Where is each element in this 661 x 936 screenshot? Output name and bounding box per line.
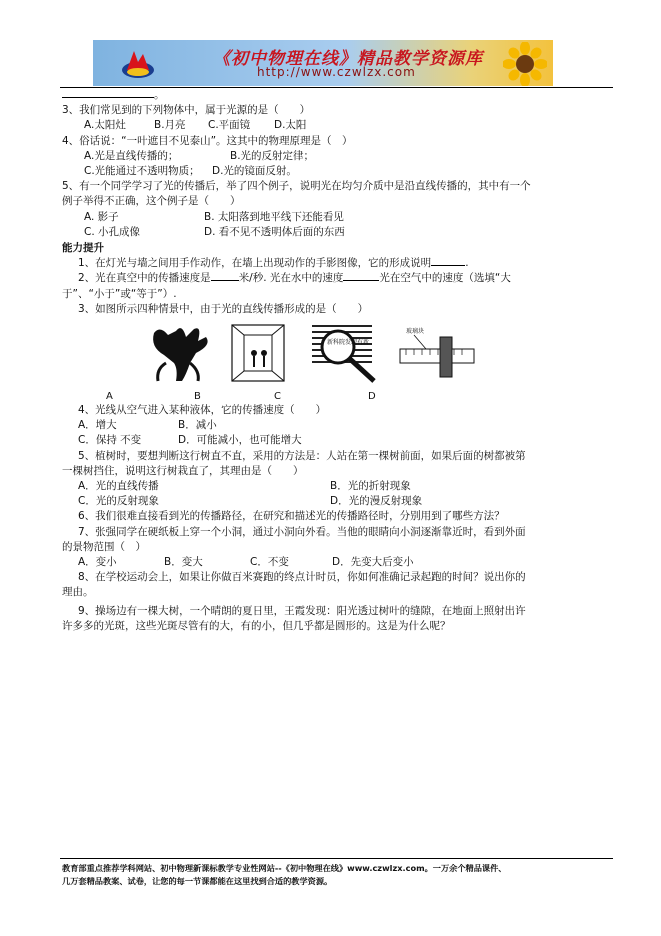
problem-5-line2: 一棵树挡住，说明这行树栽直了，其理由是（ ） bbox=[62, 464, 304, 477]
problem-1: 1、在灯光与墙之间用手作动作，在墙上出现动作的手影图像，它的形成说明 . bbox=[78, 257, 469, 270]
question-5-line1: 5、有一个同学学习了光的传播后，举了四个例子，说明光在均匀介质中是沿直线传播的，其中有一个 bbox=[62, 180, 531, 193]
banner-url[interactable]: http://www.czwlzx.com bbox=[257, 65, 416, 79]
figure-label-b: B bbox=[194, 391, 201, 403]
page-footer bbox=[62, 862, 622, 888]
problem-6: 6、我们很难直接看到光的传播路径，在研究和描述光的传播路径时，分别用到了哪些方法？ bbox=[78, 510, 505, 523]
problem-4: 4、光线从空气进入某种液体，它的传播速度（ ） bbox=[78, 404, 327, 417]
problem-8-line1: 8、在学校运动会上，如果让你做百米赛跑的终点计时员，你如何准确记录起跑的时间？说出你的 bbox=[78, 571, 526, 584]
problem-7-line1: 7、张强同学在硬纸板上穿一个小洞，通过小洞向外看。当他的眼睛向小洞逐渐靠近时，看到外面 bbox=[78, 525, 526, 538]
magnifier-text: 新科院发现有新 bbox=[327, 339, 370, 347]
problem-7-options: A．变小 B．变大 C．不变 D．先变大后变小 bbox=[78, 556, 414, 569]
problem-4-options-ab: A．增大 B．减小 bbox=[78, 419, 217, 432]
problem-5-options-ab: A．光的直线传播 B．光的折射现象 bbox=[78, 480, 411, 493]
question-4-options-ab: A.光是直线传播的； B.光的反射定律； bbox=[84, 149, 315, 162]
problem-3: 3、如图所示四种情景中，由于光的直线传播形成的是（ ） bbox=[78, 302, 369, 315]
question-5-line2: 例子举得不正确，这个例子是（ ） bbox=[62, 195, 241, 208]
question-5-options-ab: A. 影子 B. 太阳落到地平线下还能看见 bbox=[84, 210, 344, 223]
question-3: 3、我们常见到的下列物体中，属于光源的是（ ） bbox=[62, 104, 311, 117]
glass-block-label: 玻璃块 bbox=[406, 328, 425, 336]
question-4: 4、俗话说：“一叶遮目不见泰山”。这其中的物理原理是（ ） bbox=[62, 134, 353, 147]
sunflower-icon bbox=[503, 42, 547, 86]
problem-9-line2: 许多多的光斑，这些光斑尽管有的大，有的小，但几乎都是圆形的。这是为什么呢？ bbox=[62, 619, 451, 632]
problem-3-figures bbox=[62, 321, 614, 403]
mirror-room-figure bbox=[230, 323, 286, 385]
figure-label-c: C bbox=[274, 391, 281, 403]
q2-answer-line: 。 bbox=[62, 88, 614, 103]
footer-divider bbox=[60, 858, 613, 859]
footer-line-2: 几万套精品教案、试卷，让您的每一节课都能在这里找到合适的教学资源。 bbox=[62, 876, 333, 886]
header-banner bbox=[93, 40, 553, 86]
glass-block-figure bbox=[396, 323, 476, 383]
hand-shadow-figure bbox=[146, 323, 218, 385]
question-5-options-cd: C. 小孔成像 D. 看不见不透明体后面的东西 bbox=[84, 225, 345, 238]
worksheet-body bbox=[62, 88, 614, 634]
problem-7-line2: 的景物范围（ ） bbox=[62, 540, 146, 553]
problem-4-options-cd: C．保持 不变 D．可能减小，也可能增大 bbox=[78, 434, 302, 447]
problem-5-options-cd: C．光的反射现象 D．光的漫反射现象 bbox=[78, 495, 423, 508]
problem-9-line1: 9、操场边有一棵大树，一个晴朗的夏日里，王霞发现：阳光透过树叶的缝隙，在地面上照射出许 bbox=[78, 604, 526, 617]
footer-line-1: 教育部重点推荐学科网站、初中物理新课标教学专业性网站--《初中物理在线》www.czwlzx.com。一万余个精品课件、 bbox=[62, 863, 507, 873]
figure-label-a: A bbox=[106, 391, 113, 403]
site-logo-icon bbox=[121, 48, 155, 80]
question-3-options: A.太阳灶 B.月亮 C.平面镜 D.太阳 bbox=[84, 119, 307, 132]
magnifier-figure bbox=[310, 321, 382, 387]
banner-title: 《初中物理在线》精品教学资源库 bbox=[213, 49, 483, 69]
question-4-options-cd: C.光能通过不透明物质； D.光的镜面反射。 bbox=[84, 165, 297, 178]
problem-2-line2: 于”、“小于”或“等于”）. bbox=[62, 287, 177, 300]
problem-5-line1: 5、植树时，要想判断这行树直不直，采用的方法是：人站在第一棵树前面，如果后面的树都被第 bbox=[78, 449, 526, 462]
section-heading: 能力提升 bbox=[62, 242, 104, 255]
problem-8-line2: 理由。 bbox=[62, 586, 94, 599]
problem-2-line1: 2、光在真空中的传播速度是 米/秒. 光在水中的速度 光在空气中的速度（选填“大 bbox=[78, 272, 511, 285]
figure-label-d: D bbox=[368, 391, 376, 403]
